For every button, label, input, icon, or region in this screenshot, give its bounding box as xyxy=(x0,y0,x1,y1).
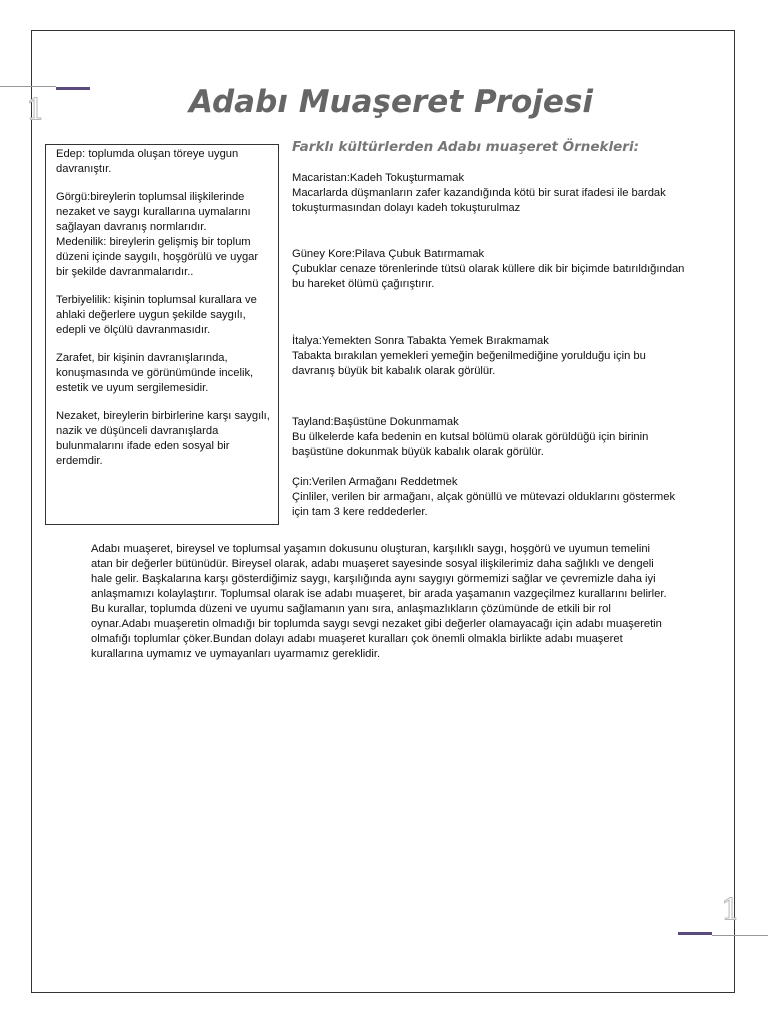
definitions-box xyxy=(45,144,279,525)
definition-nezaket: Nezaket, bireylerin birbirlerine karşı saygılı, nazik ve düşünceli davranışlarda bulunmalarını ifade eden sosyal bir erdemdir. xyxy=(56,410,270,467)
definition-terbiyelilik: Terbiyelilik: kişinin toplumsal kurallara ve ahlaki değerlere uygun şekilde saygılı, edepli ve ölçülü davranmasıdır. xyxy=(56,294,257,336)
definition-gorgu: Görgü:bireylerin toplumsal ilişkilerinde nezaket ve saygı kurallarına uymalarını sağlayan davranış normlarıdır. xyxy=(56,191,251,233)
definition-zarafet: Zarafet, bir kişinin davranışlarında, konuşmasında ve görünümünde incelik, estetik ve uyum sergilemesidir. xyxy=(56,352,254,394)
definition-edep: Edep: toplumda oluşan töreye uygun davranıştır. xyxy=(56,148,239,175)
definition-medenilik: Medenilik: bireylerin gelişmiş bir toplum düzeni içinde saygılı, hoşgörülü ve uygar bir şekilde davranmalarıdır.. xyxy=(56,236,259,278)
page-number-top: 1 xyxy=(26,93,46,128)
example-body: Macarlarda düşmanların zafer kazandığında kötü bir surat ifadesi ile bardak tokuşturmasından dolayı kadeh tokuşturulmaz xyxy=(292,187,666,214)
example-title: Çin:Verilen Armağanı Reddetmek xyxy=(292,476,458,488)
example-item xyxy=(292,475,688,520)
examples-list xyxy=(292,171,688,551)
examples-heading: Farklı kültürlerden Adabı muaşeret Örnekleri: xyxy=(292,139,639,155)
example-title: Güney Kore:Pilava Çubuk Batırmamak xyxy=(292,248,485,260)
example-title: İtalya:Yemekten Sonra Tabakta Yemek Bırakmamak xyxy=(292,335,549,347)
page-number-bottom: 1 xyxy=(721,893,741,928)
example-title: Tayland:Başüstüne Dokunmamak xyxy=(292,416,459,428)
example-body: Çinliler, verilen bir armağanı, alçak gönüllü ve mütevazi olduklarını göstermek için tam 3 kere reddederler. xyxy=(292,491,676,518)
bottom-right-accent-rule xyxy=(678,932,712,935)
example-body: Tabakta bırakılan yemekleri yemeğin beğenilmediğine yorulduğu için bu davranış büyük bit kabalık olarak görülür. xyxy=(292,350,646,377)
closing-paragraph: Adabı muaşeret, bireysel ve toplumsal yaşamın dokusunu oluşturan, karşılıklı saygı, hoşgörü ve uyumun temelini atan bir değerler bütünüdür. Bireysel olarak, adabı muaşeret sayesinde sosyal ilişkilerimiz daha sağlıklı ve dengeli hale gelir. Başkalarına karşı gösterdiğimiz saygı, karşılığında aynı saygıyı görmemizi sağlar ve çevremizle daha iyi anlaşmamızı kolaylaştırır. Toplumsal olarak ise adabı muaşeret, bir arada yaşamanın vazgeçilmez kurallarını belirler. Bu kurallar, toplumda düzeni ve uyumu sağlamanın yanı sıra, anlaşmazlıkların çözümünde de etkili bir rol oynar.Adabı muaşeretin olmadığı bir toplumda saygı sevgi nezaket gibi değerler olamayacağı için adabı muaşeretin olmafığı toplumlar çöker.Bundan dolayı adabı muaşeret kuralları çok önemli olmakla birlikte adabı muaşeret kurallarına uymamız ve uymayanları uyarmamız gereklidir. xyxy=(91,543,667,660)
page-title: Adabı Muaşeret Projesi xyxy=(188,84,594,120)
example-item xyxy=(292,334,688,379)
example-item xyxy=(292,171,688,216)
example-body: Çubuklar cenaze törenlerinde tütsü olarak küllere dik bir biçimde batırıldığından bu hareket ölümü çağırıştırır. xyxy=(292,263,685,290)
bottom-right-gray-rule xyxy=(712,935,768,936)
example-item xyxy=(292,247,688,292)
example-title: Macaristan:Kadeh Tokuşturmamak xyxy=(292,172,465,184)
example-body: Bu ülkelerde kafa bedenin en kutsal bölümü olarak görüldüğü için birinin başüstüne dokunmak büyük kabalık olarak görülür. xyxy=(292,431,649,458)
example-item xyxy=(292,415,688,460)
